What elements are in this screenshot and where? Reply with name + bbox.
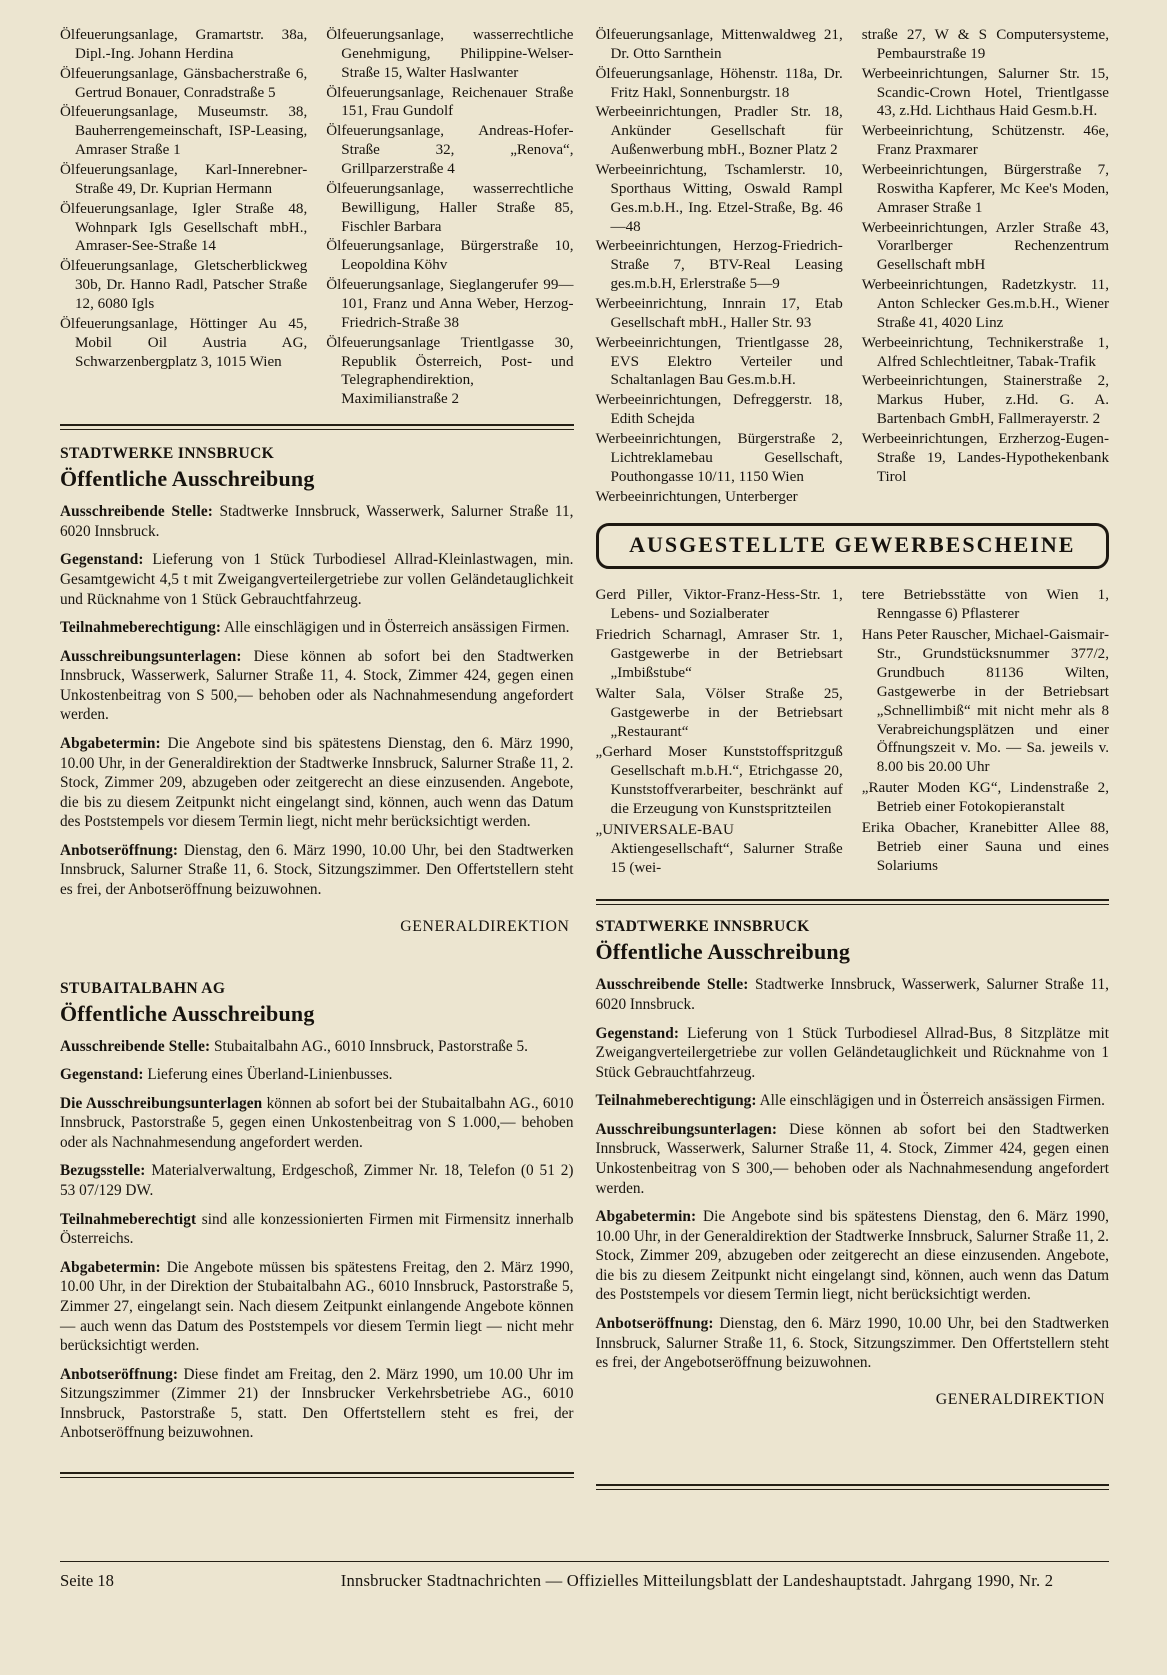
column-end-divider [60,1472,574,1478]
paragraph-text: Stadtwerke Innsbruck, Wasserwerk, Salurner Straße 11, 6020 Innsbruck. [60,503,574,540]
tender-paragraph [596,1091,1110,1111]
directory-entry: Werbeeinrichtung, Tschamlerstr. 10, Sporthaus Witting, Oswald Rampl Ges.m.b.H., Ing. Etzel-Straße, Bg. 46—48 [595,162,843,235]
section-title: Öffentliche Ausschreibung [595,939,851,965]
tender-paragraph [60,502,574,541]
paragraph-text: Alle einschlägigen und in Österreich ansässigen Firmen. [221,619,570,637]
paragraph-text: Stubaitalbahn AG., 6010 Innsbruck, Pastorstraße 5. [210,1037,529,1055]
tender-paragraph [596,1314,1110,1373]
directory-entry: Ölfeuerungsanlage, Gänsbacherstraße 6, Gertrud Bonauer, Conradstraße 5 [60,65,308,101]
directory-entry: Ölfeuerungsanlage, wasserrechtliche Bewilligung, Haller Straße 85, Fischler Barbara [326,180,574,235]
gewerbescheine-column-1 [596,586,843,879]
directory-column-3 [596,26,843,507]
directory-entry: Werbeeinrichtungen, Pradler Str. 18, Ankünder Gesellschaft für Außenwerbung mbH., Bozner Platz 2 [595,104,843,159]
directory-entry: Werbeeinrichtungen, Stainerstraße 2, Markus Huber, z.Hd. G. A. Bartenbach GmbH, Fallmerayerstr. 2 [861,373,1109,428]
directory-entry: Werbeeinrichtungen, Defreggerstr. 18, Edith Schejda [595,392,843,428]
gewerbeschein-entry: Gerd Piller, Viktor-Franz-Hess-Str. 1, Lebens- und Sozialberater [595,587,843,623]
directory-entry: Werbeeinrichtung, Innrain 17, Etab Gesellschaft mbH., Haller Str. 93 [595,296,843,331]
paragraph-text: Diese können ab sofort bei den Stadtwerken Innsbruck, Wasserwerk, Salurner Straße 11, 4. Stock, Zimmer 424, gegen einen Unkostenbeitrag von S 300,— behoben oder als Nachnahmesendung angefordert werden. [595,1120,1109,1197]
paragraph-label: Anbotseröffnung: [60,1365,179,1383]
tender-paragraph [60,1094,574,1153]
paragraph-label: Ausschreibende Stelle: [60,503,213,521]
paragraph-text: Stadtwerke Innsbruck, Wasserwerk, Salurner Straße 11, 6020 Innsbruck. [595,976,1109,1013]
tender-paragraph [60,734,574,832]
tender-paragraph [60,1065,574,1085]
tender-paragraph [60,1210,574,1249]
paragraph-text: Alle einschlägigen und in Österreich ansässigen Firmen. [756,1092,1105,1110]
directory-entry: Werbeeinrichtungen, Herzog-Friedrich-Straße 7, BTV-Real Leasing ges.m.b.H, Erlerstraße 5—9 [595,238,843,293]
paragraph-text: Lieferung eines Überland-Linienbusses. [143,1066,393,1084]
directory-right [596,26,1110,507]
directory-entry: Ölfeuerungsanlage, Höttinger Au 45, Mobil Oil Austria AG, Schwarzenbergplatz 3, 1015 Wien [60,315,308,370]
gewerbeschein-entry: tere Betriebsstätte von Wien 1, Renngasse 6) Pflasterer [861,587,1109,623]
paragraph-label: Ausschreibungsunterlagen: [60,647,242,665]
gewerbeschein-entry: „UNIVERSALE-BAU Aktiengesellschaft“, Salurner Straße 15 (wei- [595,821,843,876]
paragraph-label: Ausschreibende Stelle: [60,1037,211,1055]
tender-paragraph [596,1120,1110,1198]
directory-entry: Werbeeinrichtungen, Bürgerstraße 2, Lichtreklamebau Gesellschaft, Pouthongasse 10/11, 1150 Wien [595,431,843,485]
directory-entry: Werbeeinrichtung, Schützenstr. 46e, Franz Praxmarer [861,123,1109,159]
gewerbescheine-list [596,586,1110,879]
paragraph-label: Teilnahmeberechtigung: [60,619,222,637]
directory-entry: Ölfeuerungsanlage, Gramartstr. 38a, Dipl.-Ing. Johann Herdina [60,27,308,62]
directory-entry: Ölfeuerungsanlage Trientlgasse 30, Republik Österreich, Post- und Telegraphendirektion, Maximilianstraße 2 [326,334,574,408]
signoff-generaldirektion: GENERALDIREKTION [400,917,570,935]
paragraph-label: Gegenstand: [595,1024,680,1042]
tender-paragraphs [596,975,1110,1372]
tender-paragraph [60,647,574,725]
signoff-generaldirektion: GENERALDIREKTION [935,1390,1105,1408]
section-kicker: STADTWERKE INNSBRUCK [595,918,810,936]
paragraph-label: Gegenstand: [60,551,144,569]
tender-paragraph [596,1024,1110,1083]
paragraph-label: Bezugsstelle: [60,1162,146,1180]
paragraph-text: Diese können ab sofort bei den Stadtwerken Innsbruck, Wasserwerk, Salurner Straße 11, 4. Stock, Zimmer 424, gegen einen Unkostenbeitrag von S 500,— behoben oder als Nachnahmesendung angefordert werden. [60,647,574,724]
paragraph-text: Dienstag, den 6. März 1990, 10.00 Uhr, bei den Stadtwerken Innsbruck, Salurner Straße 11, 6. Stock, Sitzungszimmer. Den Offertstellern steht es frei, der Angebotseröffnung beizuwohnen. [595,1315,1109,1372]
directory-entry: Ölfeuerungsanlage, Karl-Innerebner-Straße 49, Dr. Kuprian Hermann [60,162,308,197]
paragraph-label: Teilnahmeberechtigt [60,1210,197,1228]
directory-entry: Werbeeinrichtungen, Unterberger [595,488,798,505]
paragraph-text: Die Angebote sind bis spätestens Dienstag, den 6. März 1990, 10.00 Uhr, in der Generaldirektion der Stadtwerke Innsbruck, Salurner Straße 11, 2. Stock, Zimmer 209, abzugeben oder zeitgerecht an diese einzusenden. Angebote, die bis zu diesem Zeitpunkt nicht eingelangt sind, können, auch wenn das Datum des Poststempels vor diesem Termin liegt, nicht mehr berücksichtigt werden. [60,734,574,831]
directory-entry: Werbeeinrichtungen, Radetzkystr. 11, Anton Schlecker Ges.m.b.H., Wiener Straße 41, 4020 Linz [861,277,1109,331]
section-kicker: STADTWERKE INNSBRUCK [60,445,275,463]
directory-entry: Ölfeuerungsanlage, Museumstr. 38, Bauherrengemeinschaft, ISP-Leasing, Amraser Straße 1 [60,104,308,159]
directory-entry: Ölfeuerungsanlage, Gletscherblickweg 30b, Dr. Hanno Radl, Patscher Straße 12, 6080 Igls [60,258,308,313]
section-title: Öffentliche Ausschreibung [60,1000,315,1026]
tender-paragraphs [60,502,574,899]
tender-stadtwerke-bus [596,918,1110,1408]
section-kicker: STUBAITALBAHN AG [60,979,226,997]
publication-line: Innsbrucker Stadtnachrichten — Offizielles Mitteilungsblatt der Landeshauptstadt. Jahrgang 1990, Nr. 2 [340,1571,1054,1590]
directory-left [60,26,574,410]
directory-entry: Werbeeinrichtungen, Erzherzog-Eugen-Straße 19, Landes-Hypothekenbank Tirol [861,431,1109,485]
paragraph-text: Lieferung von 1 Stück Turbodiesel Allrad-Bus, 8 Sitzplätze mit Zweigangverteilergetriebe zur vollen Geländetauglichkeit und Rücknahme von 1 Stück Gebrauchtfahrzeug. [595,1024,1109,1081]
directory-entry: Ölfeuerungsanlage, Höhenstr. 118a, Dr. Fritz Hakl, Sonnenburgstr. 18 [595,65,843,101]
directory-entry: Ölfeuerungsanlage, Bürgerstraße 10, Leopoldina Köhv [326,238,574,274]
right-half [596,26,1110,1490]
paragraph-label: Abgabetermin: [60,1258,161,1276]
paragraph-label: Abgabetermin: [595,1208,697,1226]
section-divider [596,899,1110,905]
directory-entry: Ölfeuerungsanlage, Andreas-Hofer-Straße 32, „Renova“, Grillparzerstraße 4 [326,123,574,178]
gewerbeschein-entry: Friedrich Scharnagl, Amraser Str. 1, Gastgewerbe in der Betriebsart „Imbißstube“ [595,627,843,681]
paragraph-label: Anbotseröffnung: [595,1315,714,1333]
paragraph-label: Anbotseröffnung: [60,841,179,859]
tender-paragraph [60,550,574,609]
directory-entry: Werbeeinrichtungen, Trientlgasse 28, EVS Elektro Verteiler und Schaltanlagen Bau Ges.m.b.H. [595,334,843,389]
paragraph-label: Abgabetermin: [60,734,161,752]
directory-entry: Ölfeuerungsanlage, Mittenwaldweg 21, Dr. Otto Sarnthein [595,27,843,62]
directory-column-1 [60,26,307,410]
tender-stubaitalbahn [60,980,574,1452]
section-divider [60,424,574,430]
paragraph-label: Ausschreibungsunterlagen: [595,1120,778,1138]
gewerbeschein-entry: Erika Obacher, Kranebitter Allee 88, Betrieb einer Sauna und eines Solariums [861,819,1109,874]
tender-paragraph [596,975,1110,1014]
directory-entry: Werbeeinrichtungen, Bürgerstraße 7, Roswitha Kapferer, Mc Kee's Moden, Amraser Straße 1 [861,162,1109,216]
tender-paragraph [60,618,574,638]
directory-column-2 [326,26,573,410]
tender-paragraph [60,1161,574,1200]
paragraph-text: Die Angebote müssen bis spätestens Freitag, den 2. März 1990, 10.00 Uhr, in der Direktion der Stubaitalbahn AG., 6010 Innsbruck, Pastorstraße 5, Zimmer 27, eingelangt sein. Nach diesem Zeitpunkt einlangende Angebote können — auch wenn das Datum des Poststempels vor diesem Termin liegt — nicht mehr berücksichtigt werden. [60,1258,574,1355]
gewerbeschein-entry: Walter Sala, Völser Straße 25, Gastgewerbe in der Betriebsart „Restaurant“ [595,685,843,740]
directory-entry: Werbeeinrichtungen, Arzler Straße 43, Vorarlberger Rechenzentrum Gesellschaft mbH [861,219,1109,274]
paragraph-text: sind alle konzessionierten Firmen mit Firmensitz innerhalb Österreichs. [60,1210,574,1248]
footer-rule [60,1561,1109,1562]
tender-paragraphs [60,1037,574,1443]
directory-entry: Ölfeuerungsanlage, Reichenauer Straße 151, Frau Gundolf [326,84,574,120]
paragraph-text: Materialverwaltung, Erdgeschoß, Zimmer Nr. 18, Telefon (0 51 2) 53 07/129 DW. [60,1162,574,1200]
gewerbeschein-entry: Hans Peter Rauscher, Michael-Gaismair-Str., Grundstücksnummer 377/2, Grundbuch 81136 Wilten, Gastgewerbe in der Betriebsart „Schnellimbiß“ mit nicht mehr als 8 Verabreichungsplätzen und einer Öffnungszeit v. Mo. — Sa. jeweils v. 8.00 bis 20.00 Uhr [861,627,1109,776]
directory-entry: Werbeeinrichtungen, Salurner Str. 15, Scandic-Crown Hotel, Trientlgasse 43, z.Hd. Lichthaus Haid Gesm.b.H. [861,65,1109,120]
directory-entry: Ölfeuerungsanlage, Igler Straße 48, Wohnpark Igls Gesellschaft mbH., Amraser-See-Straße 14 [60,200,308,255]
column-end-divider [596,1484,1110,1490]
tender-paragraph [596,1207,1110,1305]
tender-paragraph [60,1037,574,1057]
tender-paragraph [60,1258,574,1356]
paragraph-label: Die Ausschreibungsunterlagen [60,1094,263,1112]
directory-entry: Werbeeinrichtung, Technikerstraße 1, Alfred Schlechtleitner, Tabak-Trafik [861,334,1109,370]
paragraph-label: Teilnahmeberechtigung: [595,1092,757,1110]
gewerbescheine-column-2 [862,586,1109,879]
gewerbeschein-entry: „Rauter Moden KG“, Lindenstraße 2, Betrieb einer Fotokopieranstalt [861,780,1109,815]
directory-entry: straße 27, W & S Computersysteme, Pembaurstraße 19 [861,27,1109,62]
left-half [60,26,574,1478]
directory-entry: Ölfeuerungsanlage, wasserrechtliche Genehmigung, Philippine-Welser-Straße 15, Walter Haslwanter [326,27,574,81]
directory-entry: Ölfeuerungsanlage, Sieglangerufer 99—101, Franz und Anna Weber, Herzog-Friedrich-Straße 38 [326,277,574,331]
tender-stadtwerke-truck [60,445,574,935]
section-title: Öffentliche Ausschreibung [60,466,315,492]
paragraph-text: Die Angebote sind bis spätestens Dienstag, den 6. März 1990, 10.00 Uhr, in der Generaldirektion der Stadtwerke Innsbruck, Salurner Straße 11, 2. Stock, Zimmer 209, abzugeben oder zeitgerecht an diese einzusenden. Angebote, die bis zu diesem Zeitpunkt nicht eingelangt sind, können, auch wenn das Datum des Poststempels vor diesem Termin liegt, nicht berücksichtigt werden. [595,1208,1109,1304]
tender-paragraph [60,1365,574,1443]
footer-row [60,1571,1109,1591]
tender-paragraph [60,841,574,900]
paragraph-text: können ab sofort bei der Stubaitalbahn AG., 6010 Innsbruck, Pastorstraße 5, gegen einen Unkostenbeitrag von S 1.000,— behoben oder als Nachnahmesendung angefordert werden. [60,1094,574,1151]
gewerbeschein-entry: „Gerhard Moser Kunststoffspritzguß Gesellschaft m.b.H.“, Etrichgasse 20, Kunststoffverarbeiter, beschränkt auf die Erzeugung von Kunstspritzteilen [595,744,843,817]
directory-column-4 [862,26,1109,507]
paragraph-text: Diese findet am Freitag, den 2. März 1990, um 10.00 Uhr im Sitzungszimmer (Zimmer 21) der Innsbrucker Verkehrsbetriebe AG., 6010 Innsbruck, Pastorstraße 5, statt. Den Offertstellern steht es frei, der Anbotseröffnung beizuwohnen. [60,1365,574,1442]
page-footer [60,1561,1109,1591]
paragraph-text: Dienstag, den 6. März 1990, 10.00 Uhr, bei den Stadtwerken Innsbruck, Salurner Straße 11, 6. Stock, Sitzungszimmer. Den Offertstellern steht es frei, der Anbotseröffnung beizuwohnen. [60,841,574,899]
gewerbescheine-box-title: AUSGESTELLTE GEWERBESCHEINE [596,523,1110,569]
paragraph-label: Ausschreibende Stelle: [595,976,749,994]
paragraph-text: Lieferung von 1 Stück Turbodiesel Allrad-Kleinlastwagen, min. Gesamtgewicht 4,5 t mit Zweigangverteilergetriebe zur vollen Geländetauglichkeit und Rücknahme von 1 Stück Gebrauchtfahrzeug. [60,551,574,608]
page-number: Seite 18 [60,1571,114,1590]
paragraph-label: Gegenstand: [60,1066,144,1084]
